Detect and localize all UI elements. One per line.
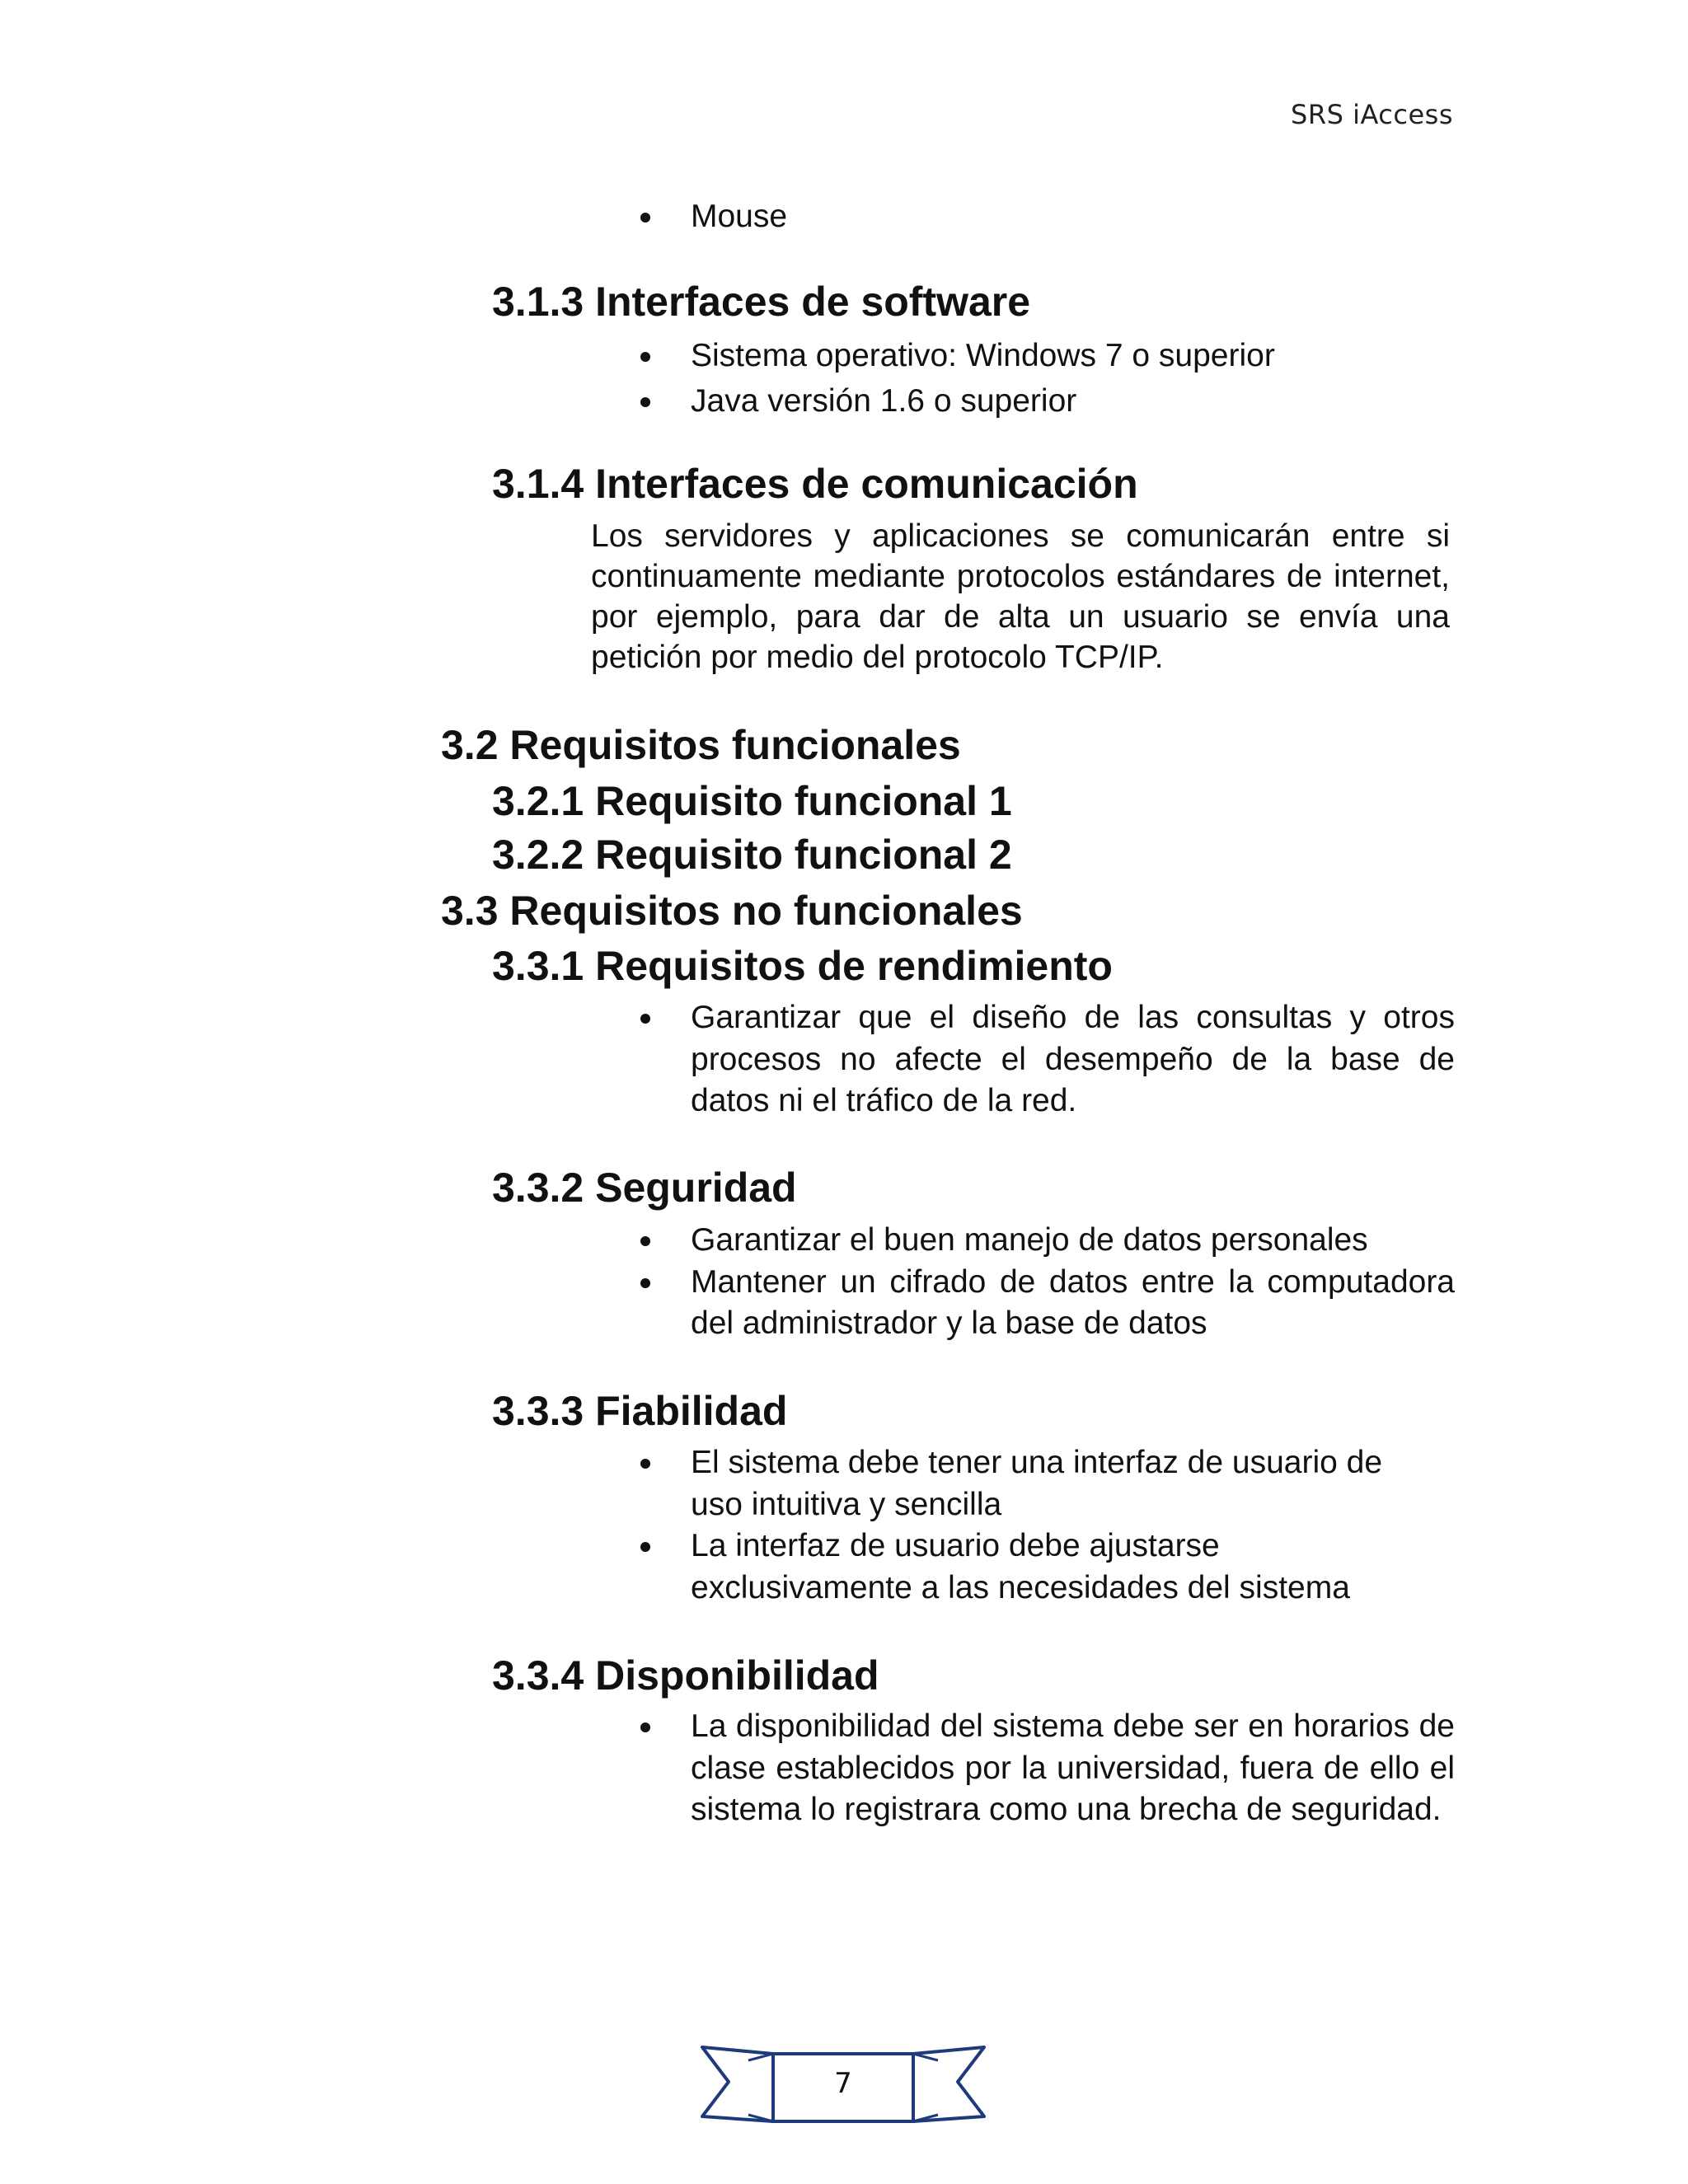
list-item-text: La disponibilidad del sistema debe ser en horarios de clase establecidos por la universidad, fuera de ello el sistema lo registrara como una brecha de seguridad. — [691, 1708, 1455, 1827]
bullet-icon — [640, 1278, 650, 1288]
paragraph-comunicacion: Los servidores y aplicaciones se comunicarán entre si continuamente mediante protocolos estándares de internet, por ejemplo, para dar de alta un usuario se envía una petición por medio del protocolo TCP/IP. — [591, 518, 1450, 675]
list-item — [626, 381, 1455, 423]
bullet-icon — [640, 397, 650, 407]
list-item — [626, 1262, 1455, 1345]
list-item-text: Mouse — [691, 199, 788, 234]
bullet-icon — [640, 213, 650, 223]
page-number-ribbon — [699, 2042, 987, 2128]
list-item-text: Sistema operativo: Windows 7 o superior — [691, 338, 1275, 373]
bullet-icon — [640, 1459, 650, 1469]
bullet-list-software — [626, 335, 1455, 422]
bullet-list-fiabilidad — [626, 1442, 1455, 1609]
bullet-icon — [640, 352, 650, 362]
bullet-icon — [640, 1722, 650, 1732]
heading-3-1-4: 3.1.4 Interfaces de comunicación — [492, 461, 1138, 507]
heading-3-2: 3.2 Requisitos funcionales — [441, 722, 961, 768]
list-item — [626, 196, 1455, 238]
heading-3-3: 3.3 Requisitos no funcionales — [441, 888, 1023, 934]
list-item — [626, 1442, 1455, 1526]
list-item — [626, 1526, 1455, 1609]
bullet-list-hardware — [626, 196, 1455, 238]
list-item-text: Java versión 1.6 o superior — [691, 382, 1077, 419]
bullet-icon — [640, 1014, 650, 1024]
heading-3-3-3: 3.3.3 Fiabilidad — [492, 1388, 788, 1434]
heading-3-1-3: 3.1.3 Interfaces de software — [492, 279, 1031, 325]
bullet-list-disponibilidad — [626, 1706, 1455, 1831]
list-item-text: La interfaz de usuario debe ajustarse exclusivamente a las necesidades del sistema — [691, 1528, 1350, 1605]
page-number: 7 — [834, 2067, 852, 2100]
list-item — [626, 1220, 1455, 1262]
heading-3-3-1: 3.3.1 Requisitos de rendimiento — [492, 943, 1113, 989]
heading-3-2-1: 3.2.1 Requisito funcional 1 — [492, 778, 1012, 824]
document-header-title: SRS iAccess — [1291, 99, 1453, 130]
list-item — [626, 1706, 1455, 1831]
list-item-text: Mantener un cifrado de datos entre la computadora del administrador y la base de datos — [691, 1263, 1455, 1341]
bullet-list-rendimiento — [626, 997, 1455, 1122]
bullet-list-seguridad — [626, 1220, 1455, 1345]
list-item — [626, 335, 1455, 377]
bullet-icon — [640, 1542, 650, 1552]
list-item-text: Garantizar el buen manejo de datos personales — [691, 1222, 1368, 1258]
heading-3-3-2: 3.3.2 Seguridad — [492, 1165, 797, 1211]
heading-3-3-4: 3.3.4 Disponibilidad — [492, 1652, 879, 1699]
list-item-text: El sistema debe tener una interfaz de usuario de uso intuitiva y sencilla — [691, 1445, 1383, 1522]
bullet-icon — [640, 1236, 650, 1246]
heading-3-2-2: 3.2.2 Requisito funcional 2 — [492, 832, 1012, 878]
list-item-text: Garantizar que el diseño de las consultas y otros procesos no afecte el desempeño de la base de datos ni el tráfico de la red. — [691, 1000, 1455, 1118]
list-item — [626, 997, 1455, 1122]
